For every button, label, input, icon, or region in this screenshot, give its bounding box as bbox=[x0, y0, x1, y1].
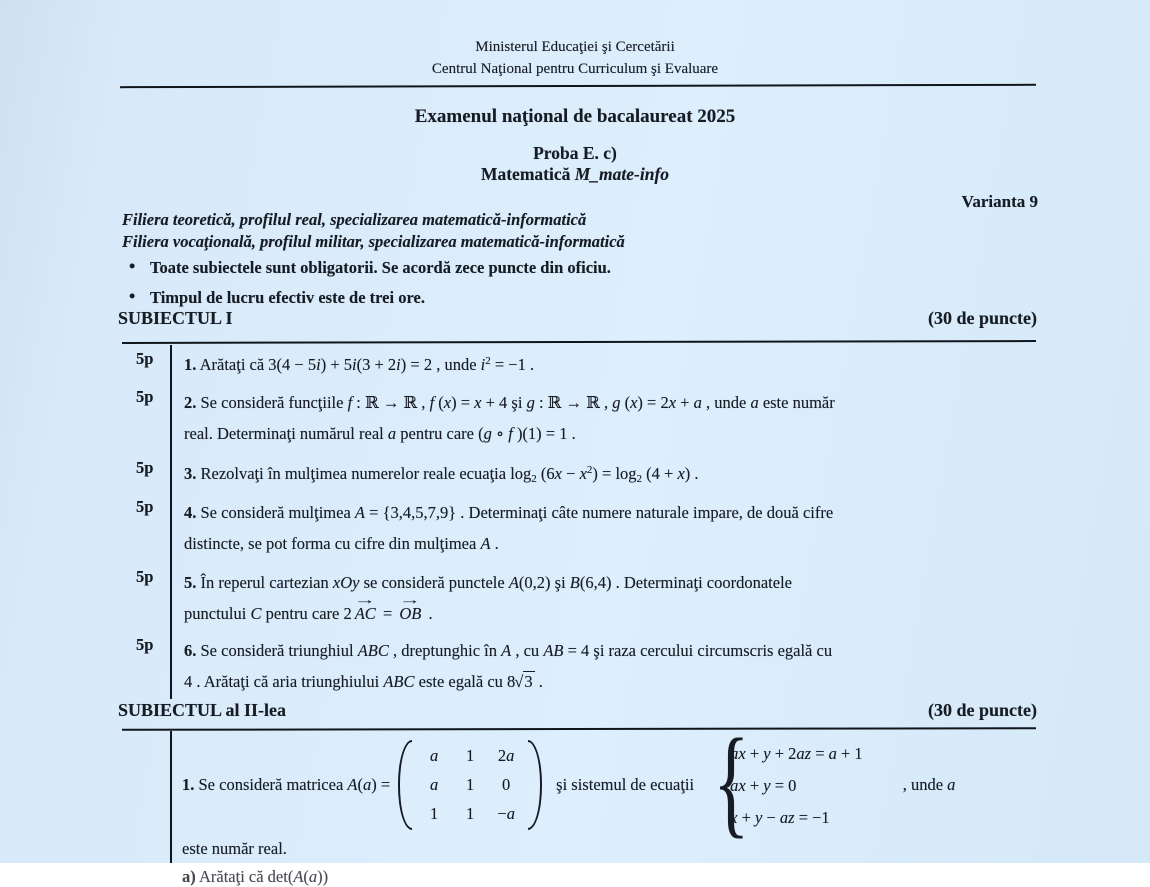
matrix-cell: −a bbox=[497, 804, 515, 823]
left-paren-icon bbox=[398, 740, 412, 830]
problem-text: 6. Se consideră triunghiul ABC , dreptunghic în A , cu AB = 4 şi raza cercului circumscris egală cu 4 . Arătaţi că aria triunghiului ABC este egală cu 8√3 . bbox=[170, 631, 1036, 699]
track-line-2: Filiera vocaţională, profilul militar, specializarea matematică-informatică bbox=[122, 232, 625, 251]
subject-code: M_mate-info bbox=[574, 164, 670, 184]
national-center-line: Centrul Naţional pentru Curriculum şi Evaluare bbox=[431, 61, 719, 77]
section-1-points: (30 de puncte) bbox=[928, 308, 1037, 328]
problem-row bbox=[122, 561, 1036, 631]
section-1-items bbox=[122, 345, 1036, 699]
points-badge: 5p bbox=[136, 387, 154, 406]
matrix-cell: 0 bbox=[502, 775, 511, 794]
points-badge: 5p bbox=[136, 458, 154, 477]
matrix-cell: 1 bbox=[466, 746, 475, 765]
problem-continuation: este număr real. bbox=[182, 839, 287, 858]
exam-title: Examenul naţional de bacalaureat 2025 bbox=[414, 106, 736, 127]
problem-row bbox=[122, 383, 1036, 451]
matrix-cell: 1 bbox=[466, 804, 475, 823]
points-badge: 5p bbox=[136, 349, 154, 368]
right-paren-icon bbox=[528, 740, 542, 830]
problem-text: 5. În reperul cartezian xOy se consideră punctele A(0,2) şi B(6,4) . Determinaţi coordonatele punctului C pentru care 2 AC → = OB → . bbox=[170, 561, 1036, 631]
points-badge: 5p bbox=[136, 635, 154, 654]
ministry-line: Ministerul Educaţiei şi Cercetării bbox=[475, 39, 675, 55]
matrix-A bbox=[398, 740, 542, 830]
equations bbox=[730, 743, 863, 828]
equation: ax + y = 0 bbox=[730, 775, 797, 795]
problem-text: 1. Arătaţi că 3(4 − 5i) + 5i(3 + 2i) = 2 , unde $i^2 = -1$ . bbox=[170, 345, 1036, 383]
equation: x + y − az = −1 bbox=[730, 807, 830, 827]
matrix-cells bbox=[412, 740, 528, 830]
problem-row bbox=[122, 493, 1036, 561]
proba-label: Proba E. c) bbox=[533, 143, 617, 163]
matrix-cell: 2a bbox=[497, 746, 515, 765]
points-column-spacer bbox=[122, 731, 170, 863]
note-item: • Toate subiectele sunt obligatorii. Se acordă zece puncte din oficiu. bbox=[122, 256, 611, 279]
matrix-cell: a bbox=[430, 746, 439, 765]
track-line-1: Filiera teoretică, profilul real, specializarea matematică-informatică bbox=[122, 210, 587, 229]
section-2-item-1 bbox=[122, 731, 1036, 886]
problem-row bbox=[122, 345, 1036, 383]
subject-name-prefix: Matematică bbox=[480, 164, 575, 184]
header-divider bbox=[120, 84, 1036, 88]
section-2-title: SUBIECTUL al II-lea bbox=[118, 700, 287, 720]
problem-text bbox=[170, 731, 1036, 886]
ministry-header bbox=[0, 36, 1150, 80]
section-1-divider bbox=[122, 340, 1036, 344]
subject-name bbox=[0, 164, 1150, 185]
points-badge: 5p bbox=[136, 567, 154, 586]
matrix-cell: 1 bbox=[466, 775, 475, 794]
section-2-header bbox=[118, 700, 1037, 721]
exam-notes bbox=[122, 256, 611, 316]
clipped-next-line: a) Arătaţi că det(A(a)) bbox=[182, 867, 329, 886]
points-badge: 5p bbox=[136, 497, 154, 516]
note-item: • Timpul de lucru efectiv este de trei ore. bbox=[122, 286, 611, 309]
problem-text: 2. Se consideră funcţiile f : ℝ → ℝ , f (x) = x + 4 şi g : ℝ → ℝ , g (x) = 2x + a , unde a este număr real. Determinaţi numărul real a pentru care (g ∘ f )(1) = 1 . bbox=[170, 383, 1036, 451]
equation: { ax + y + 2az = a + 1 bbox=[730, 743, 863, 763]
problem-row bbox=[122, 631, 1036, 699]
variant-label: Varianta 9 bbox=[961, 192, 1038, 211]
matrix-cell: a bbox=[430, 775, 439, 794]
problem-text: 3. Rezolvaţi în mulţimea numerelor reale ecuaţia $\log_2 (6x - x^2) = \log_2 (4 + x)$ . bbox=[170, 451, 1036, 493]
matrix-and-system-line bbox=[182, 731, 1036, 835]
problem-row bbox=[122, 451, 1036, 493]
problem-mid: şi sistemul de ecuaţii bbox=[556, 775, 695, 794]
matrix-cell: 1 bbox=[430, 804, 439, 823]
section-2-points: (30 de puncte) bbox=[928, 700, 1037, 720]
section-1-title: SUBIECTUL I bbox=[118, 308, 233, 328]
problem-lead: 1. Se consideră matricea A(a) = bbox=[182, 775, 391, 794]
problem-text: 4. Se consideră mulţimea A = {3,4,5,7,9} . Determinaţi câte numere naturale impare, de două cifre distincte, se pot forma cu cifre din mulţimea A . bbox=[170, 493, 1036, 561]
problem-tail: , unde a bbox=[902, 775, 956, 794]
equation-system bbox=[710, 743, 863, 828]
section-1-header bbox=[118, 308, 1037, 329]
